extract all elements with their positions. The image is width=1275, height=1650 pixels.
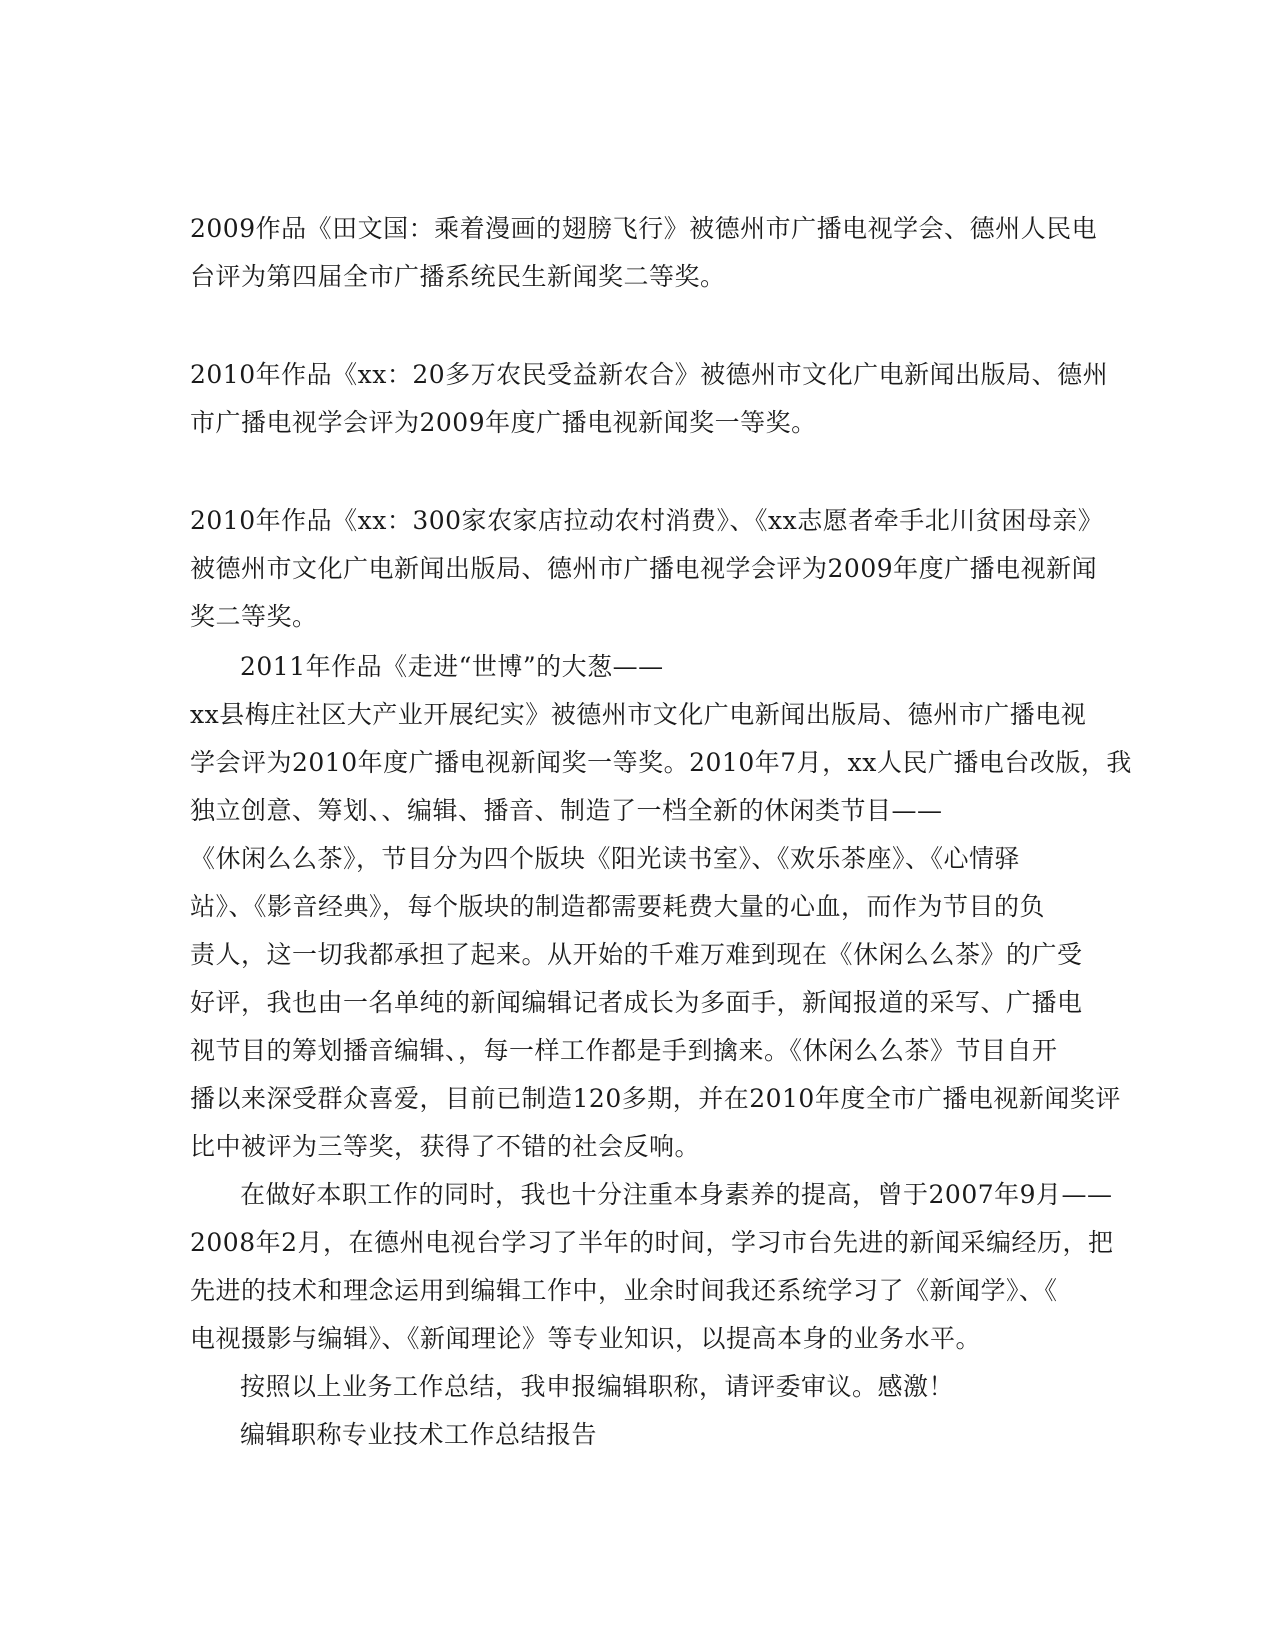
paragraph-2010-award-first (190, 351, 1109, 447)
paragraph-2009-award (190, 205, 1098, 301)
text-line: 比中被评为三等奖，获得了不错的社会反响。 (190, 1132, 701, 1161)
text-line: 好评，我也由一名单纯的新闻编辑记者成长为多面手，新闻报道的采写、广播电 (190, 988, 1083, 1017)
text-line: 台评为第四届全市广播系统民生新闻奖二等奖。 (190, 262, 726, 291)
text-line: 视节目的筹划播音编辑、，每一样工作都是手到擒来。《休闲么么茶》节目自开 (190, 1036, 1058, 1065)
text-line: 按照以上业务工作总结，我申报编辑职称，请评委审议。感激！ (240, 1372, 955, 1401)
text-line: 2009作品《田文国：乘着漫画的翅膀飞行》被德州市广播电视学会、德州人民电 (190, 214, 1098, 243)
text-line: 2011年作品《走进“世博”的大葱—— (240, 652, 664, 681)
text-line: 在做好本职工作的同时，我也十分注重本身素养的提高，曾于2007年9月—— (240, 1180, 1113, 1209)
text-line: 奖二等奖。 (190, 602, 318, 631)
text-line: 责人，这一切我都承担了起来。从开始的千难万难到现在《休闲么么茶》的广受 (190, 940, 1083, 969)
report-title-line: 编辑职称专业技术工作总结报告 (240, 1420, 598, 1449)
text-line: 《休闲么么茶》，节目分为四个版块《阳光读书室》、《欢乐茶座》、《心情驿 (190, 844, 1021, 873)
text-line: 电视摄影与编辑》、《新闻理论》等专业知识，以提高本身的业务水平。 (190, 1324, 982, 1353)
text-line: xx县梅庄社区大产业开展纪实》被德州市文化广电新闻出版局、德州市广播电视 (190, 700, 1087, 729)
text-line: 学会评为2010年度广播电视新闻奖一等奖。2010年7月，xx人民广播电台改版，我 (190, 748, 1132, 777)
paragraph-2011-and-summary (190, 643, 1132, 1459)
text-line: 2010年作品《xx：20多万农民受益新农合》被德州市文化广电新闻出版局、德州 (190, 360, 1109, 389)
text-line: 独立创意、筹划、、编辑、播音、制造了一档全新的休闲类节目—— (190, 796, 943, 825)
text-line: 播以来深受群众喜爱，目前已制造120多期，并在2010年度全市广播电视新闻奖评 (190, 1084, 1121, 1113)
text-line: 站》、《影音经典》，每个版块的制造都需要耗费大量的心血，而作为节目的负 (190, 892, 1046, 921)
text-line: 2008年2月，在德州电视台学习了半年的时间，学习市台先进的新闻采编经历，把 (190, 1228, 1114, 1257)
paragraph-2010-award-second (190, 497, 1104, 641)
text-line: 市广播电视学会评为2009年度广播电视新闻奖一等奖。 (190, 408, 817, 437)
text-line: 先进的技术和理念运用到编辑工作中，业余时间我还系统学习了《新闻学》、《 (190, 1276, 1058, 1305)
text-line: 2010年作品《xx：300家农家店拉动农村消费》、《xx志愿者牵手北川贫困母亲》 (190, 506, 1104, 535)
text-line: 被德州市文化广电新闻出版局、德州市广播电视学会评为2009年度广播电视新闻 (190, 554, 1098, 583)
